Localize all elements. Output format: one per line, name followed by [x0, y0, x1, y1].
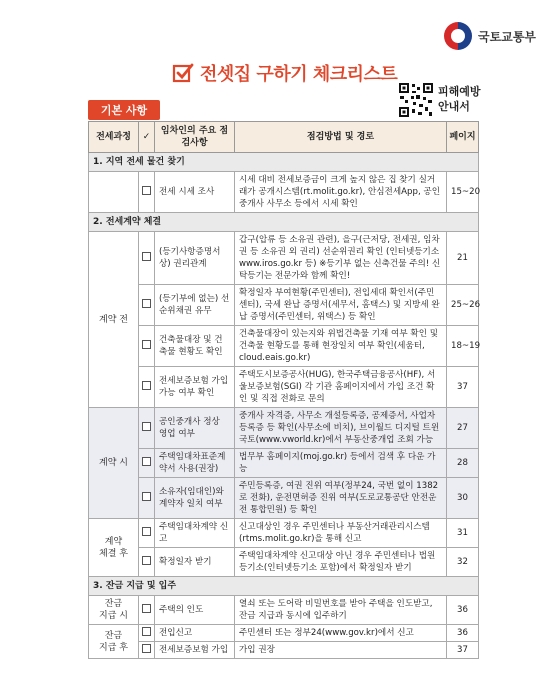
column-header-page: 페이지	[447, 122, 479, 153]
check-cell[interactable]	[139, 367, 155, 408]
checkbox[interactable]	[142, 381, 151, 390]
item-cell: 전세보증보험 가입	[155, 642, 235, 659]
checkbox[interactable]	[142, 556, 151, 565]
method-cell: 신고대상인 경우 주민센터나 부동산거래관리시스템(rtms.molit.go.kr)을 통해 신고	[235, 519, 447, 548]
item-cell: 주택임대차계약 신고	[155, 519, 235, 548]
checkbox[interactable]	[142, 340, 151, 349]
stage-cell	[89, 519, 139, 577]
table-row	[89, 326, 479, 367]
checkbox[interactable]	[142, 527, 151, 536]
item-cell: 전입신고	[155, 625, 235, 642]
section-row	[89, 213, 479, 232]
section-title: 2. 전세계약 체결	[89, 213, 479, 232]
table-row	[89, 625, 479, 642]
checkbox[interactable]	[142, 252, 151, 261]
item-cell: 주택의 인도	[155, 596, 235, 625]
column-header-process: 전세과정	[89, 122, 139, 153]
page-cell: 15~20	[447, 172, 479, 213]
check-cell[interactable]	[139, 519, 155, 548]
method-cell: 주택임대차계약 신고대상 아닌 경우 주민센터나 법원등기소(인터넷등기소 포함)에서 확정일자 받기	[235, 548, 447, 577]
page-cell: 25~26	[447, 285, 479, 326]
table-row	[89, 596, 479, 625]
page-cell: 30	[447, 478, 479, 519]
stage-cell: 계약 시	[89, 408, 139, 519]
item-cell: (등기부에 없는) 선순위채권 유무	[155, 285, 235, 326]
section-badge: 기본 사항	[88, 100, 160, 120]
checkbox[interactable]	[142, 299, 151, 308]
stage-line: 계약	[104, 536, 123, 547]
method-cell: 법무부 홈페이지(moj.go.kr) 등에서 검색 후 다운 가능	[235, 449, 447, 478]
checkbox-check-icon	[172, 62, 194, 84]
column-header-item: 임차인의 주요 점검사항	[155, 122, 235, 153]
table-row	[89, 285, 479, 326]
notice-line: 안내서	[438, 100, 470, 113]
check-cell[interactable]	[139, 449, 155, 478]
method-cell: 열쇠 또는 도어락 비밀번호를 받아 주택을 인도받고, 잔금 지급과 동시에 입주하기	[235, 596, 447, 625]
check-cell[interactable]	[139, 642, 155, 659]
page-title	[172, 60, 397, 86]
item-cell: 확정일자 받기	[155, 548, 235, 577]
method-cell: 중개사 자격증, 사무소 개설등록증, 공제증서, 사업자등록증 등 확인(사무소에 비치), 브이월드 디지털 트윈 국토(www.vworld.kr)에서 부동산중개업 조회 가능	[235, 408, 447, 449]
item-cell: 전세 시세 조사	[155, 172, 235, 213]
check-cell[interactable]	[139, 548, 155, 577]
stage-cell: 계약 전	[89, 232, 139, 408]
table-row	[89, 367, 479, 408]
method-cell: 주택도시보증공사(HUG), 한국주택금융공사(HF), 서울보증보험(SGI) 각 기관 홈페이지에서 가입 조건 확인 및 직접 전화로 문의	[235, 367, 447, 408]
check-cell[interactable]	[139, 478, 155, 519]
section-title: 3. 잔금 지급 및 입주	[89, 577, 479, 596]
qr-code-icon[interactable]	[398, 82, 434, 118]
table-row	[89, 408, 479, 449]
method-cell: 주민센터 또는 정부24(www.gov.kr)에서 신고	[235, 625, 447, 642]
taegeuk-icon	[444, 22, 472, 50]
page-cell: 36	[447, 596, 479, 625]
checkbox[interactable]	[142, 186, 151, 195]
page-cell: 18~19	[447, 326, 479, 367]
method-cell: 건축물대장이 있는지와 위법건축물 기재 여부 확인 및 건축물 현황도를 통해 현장일치 여부 확인(세움터, cloud.eais.go.kr)	[235, 326, 447, 367]
method-cell: 갑구(압류 등 소유권 관련), 을구(근저당, 전세권, 임차권 등 소유권 외 권리) 선순위권리 확인 (인터넷등기소 www.iros.go.kr 등) ※등기부 없는 신축건물 주의! 신탁등기는 전문가와 함께 확인!	[235, 232, 447, 285]
page-cell: 31	[447, 519, 479, 548]
stage-cell	[89, 596, 139, 625]
table-row	[89, 232, 479, 285]
method-cell: 주민등록증, 여권 진위 여부(정부24, 국번 없이 1382로 전화), 운전면허증 진위 여부(도로교통공단 안전운전 통합민원) 등 확인	[235, 478, 447, 519]
page-cell: 37	[447, 642, 479, 659]
item-cell: 공인중개사 정상 영업 여부	[155, 408, 235, 449]
check-cell[interactable]	[139, 408, 155, 449]
page-cell: 28	[447, 449, 479, 478]
check-cell[interactable]	[139, 172, 155, 213]
item-cell: 전세보증보험 가입 가능 여부 확인	[155, 367, 235, 408]
item-cell: 소유자(임대인)와 계약자 일치 여부	[155, 478, 235, 519]
page-cell: 21	[447, 232, 479, 285]
page-cell: 32	[447, 548, 479, 577]
section-row	[89, 577, 479, 596]
check-cell[interactable]	[139, 596, 155, 625]
table-row	[89, 642, 479, 659]
item-cell: (등기사항증명서 상) 권리관계	[155, 232, 235, 285]
stage-line: 잔금	[104, 599, 123, 609]
page-cell: 27	[447, 408, 479, 449]
ministry-logo	[444, 22, 536, 50]
title-text: 전셋집 구하기 체크리스트	[200, 64, 398, 85]
check-cell[interactable]	[139, 625, 155, 642]
method-cell: 가입 권장	[235, 642, 447, 659]
check-cell[interactable]	[139, 326, 155, 367]
notice-line: 피해예방	[438, 85, 481, 98]
column-header-check: ✓	[139, 122, 155, 153]
item-cell: 건축물대장 및 건축물 현황도 확인	[155, 326, 235, 367]
stage-cell	[89, 625, 139, 659]
table-row	[89, 519, 479, 548]
table-row	[89, 478, 479, 519]
checkbox[interactable]	[142, 627, 151, 636]
page-cell: 37	[447, 367, 479, 408]
checkbox[interactable]	[142, 604, 151, 613]
checkbox[interactable]	[142, 644, 151, 653]
stage-line: 체결 후	[99, 548, 128, 559]
table-row	[89, 172, 479, 213]
checkbox[interactable]	[142, 422, 151, 431]
check-cell[interactable]	[139, 285, 155, 326]
checklist-table	[88, 121, 479, 659]
checkbox[interactable]	[142, 457, 151, 466]
prevention-guide-label	[438, 84, 481, 114]
check-cell[interactable]	[139, 232, 155, 285]
ministry-name: 국토교통부	[478, 29, 536, 44]
checkbox[interactable]	[142, 492, 151, 501]
column-header-method: 점검방법 및 경로	[235, 122, 447, 153]
table-header-row	[89, 122, 479, 153]
stage-cell	[89, 172, 139, 213]
page-cell: 36	[447, 625, 479, 642]
method-cell: 확정일자 부여현황(주민센터), 전입세대 확인서(주민센터), 국세 완납 증명서(세무서, 홈택스) 및 지방세 완납 증명서(주민센터, 위택스) 등 확인	[235, 285, 447, 326]
stage-line: 잔금	[104, 630, 123, 641]
stage-line: 지급 시	[99, 611, 128, 621]
section-row	[89, 153, 479, 172]
item-cell: 주택임대차표준계약서 사용(권장)	[155, 449, 235, 478]
table-row	[89, 548, 479, 577]
table-row	[89, 449, 479, 478]
section-title: 1. 지역 전세 물건 찾기	[89, 153, 479, 172]
method-cell: 시세 대비 전세보증금이 크게 높지 않은 집 찾기 실거래가 공개시스템(rt.molit.go.kr), 안심전세App, 공인중개사 사무소 등에서 시세 확인	[235, 172, 447, 213]
stage-line: 지급 후	[99, 642, 128, 653]
